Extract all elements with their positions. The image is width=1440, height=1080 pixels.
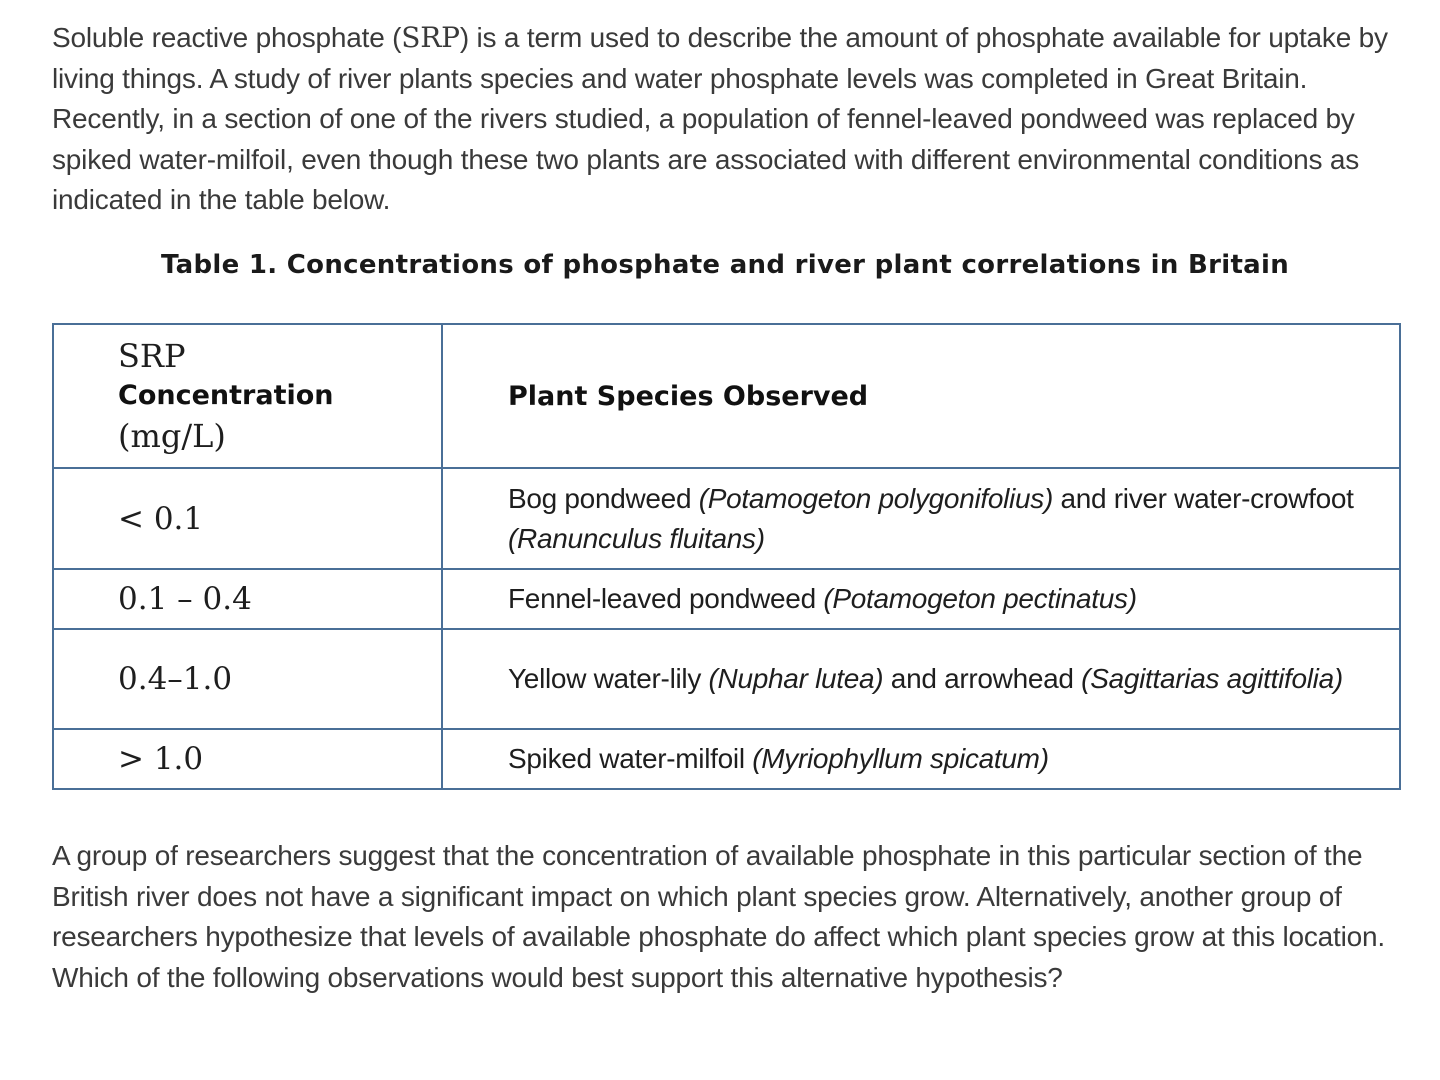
header-plant-species bbox=[442, 324, 1400, 468]
header-srp-concentration bbox=[53, 324, 442, 468]
srp-plant-table bbox=[52, 323, 1401, 790]
species-latin-name: (Myriophyllum spicatum) bbox=[752, 743, 1049, 774]
header-unit-label: (mg/L) bbox=[118, 417, 226, 455]
species-latin-name: (Ranunculus fluitans) bbox=[508, 522, 765, 554]
species-cell bbox=[442, 629, 1400, 729]
header-srp-label: SRP bbox=[118, 337, 186, 375]
table-row bbox=[53, 468, 1400, 569]
concentration-cell bbox=[53, 468, 442, 569]
species-joiner: and arrowhead bbox=[883, 663, 1082, 694]
concentration-cell bbox=[53, 729, 442, 789]
concentration-cell bbox=[53, 569, 442, 629]
species-text bbox=[508, 743, 1049, 774]
species-text bbox=[508, 583, 1137, 614]
species-cell bbox=[442, 569, 1400, 629]
concentration-value: 0.1 – 0.4 bbox=[118, 581, 252, 617]
concentration-cell bbox=[53, 629, 442, 729]
header-concentration-label: Concentration bbox=[118, 380, 334, 411]
concentration-value: > 1.0 bbox=[118, 741, 204, 777]
species-latin-name: (Sagittarias agittifolia) bbox=[1081, 663, 1343, 694]
intro-paragraph bbox=[52, 18, 1402, 221]
species-common-name: Yellow water-lily bbox=[508, 663, 709, 694]
table-row bbox=[53, 729, 1400, 789]
intro-text-rest: ) is a term used to describe the amount of phosphate available for uptake by living things. A study of river plants species and water phosphate levels was completed in Great Britain. Recently, in a section of one of the rivers studied, a population of fennel-leaved pondweed was replaced by spiked water-milfoil, even though these two plants are associated with different environmental conditions as indicated in the table below. bbox=[52, 22, 1388, 216]
species-latin-name: (Potamogeton polygonifolius) bbox=[698, 482, 1053, 514]
table-header-row bbox=[53, 324, 1400, 468]
species-cell bbox=[442, 729, 1400, 789]
species-latin-name: (Potamogeton pectinatus) bbox=[823, 583, 1137, 614]
species-common-name: Bog pondweed bbox=[508, 482, 699, 514]
species-latin-name: (Nuphar lutea) bbox=[708, 663, 884, 694]
species-common-name: Fennel-leaved pondweed bbox=[508, 583, 824, 614]
concentration-value: 0.4–1.0 bbox=[118, 661, 233, 697]
intro-text-start: Soluble reactive phosphate ( bbox=[52, 22, 402, 53]
species-text bbox=[508, 483, 1354, 554]
question-paragraph: A group of researchers suggest that the concentration of available phosphate in this particular section of the British river does not have a significant impact on which plant species grow. Alternatively, another group of researchers hypothesize that levels of available phosphate do affect which plant species grow at this location. Which of the following observations would best support this alternative hypothesis? bbox=[52, 840, 1385, 993]
header-plant-species-label: Plant Species Observed bbox=[508, 380, 869, 412]
srp-abbreviation: SRP bbox=[401, 21, 460, 54]
species-text bbox=[508, 663, 1343, 694]
species-joiner: and river water-crowfoot bbox=[1052, 482, 1354, 514]
table-row bbox=[53, 569, 1400, 629]
table-title: Table 1. Concentrations of phosphate and river plant correlations in Britain bbox=[160, 250, 1290, 280]
species-common-name: Spiked water-milfoil bbox=[508, 743, 753, 774]
species-cell bbox=[442, 468, 1400, 569]
table-row bbox=[53, 629, 1400, 729]
concentration-value: < 0.1 bbox=[118, 500, 204, 537]
